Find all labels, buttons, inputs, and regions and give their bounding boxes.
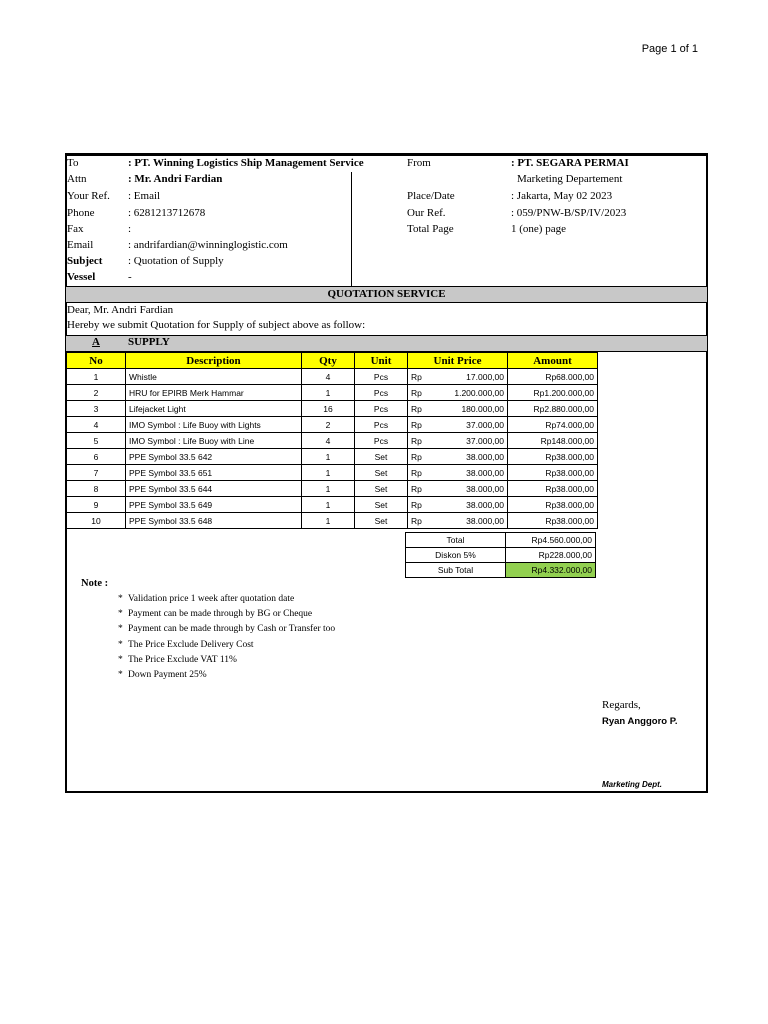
cell-amount: Rp1.200.000,00 bbox=[508, 385, 598, 401]
currency: Rp bbox=[411, 371, 422, 382]
header-right-value: : Jakarta, May 02 2023 bbox=[511, 190, 613, 202]
cell-amount: Rp38.000,00 bbox=[508, 513, 598, 529]
cell-unit-price bbox=[408, 481, 508, 497]
intro-text: Hereby we submit Quotation for Supply of subject above as follow: bbox=[67, 319, 366, 331]
cell-qty: 2 bbox=[302, 417, 355, 433]
cell-unit: Pcs bbox=[355, 433, 408, 449]
price-value: 37.000,00 bbox=[466, 435, 504, 446]
cell-unit-price bbox=[408, 401, 508, 417]
price-value: 1.200.000,00 bbox=[454, 387, 504, 398]
header-left-label: Your Ref. bbox=[67, 190, 110, 202]
header-left-label: Subject bbox=[67, 255, 103, 267]
cell-no: 1 bbox=[67, 369, 126, 385]
cell-no: 4 bbox=[67, 417, 126, 433]
supply-title: SUPPLY bbox=[128, 336, 170, 348]
cell-unit: Set bbox=[355, 465, 408, 481]
totals-row bbox=[406, 563, 596, 578]
table-row bbox=[67, 417, 598, 433]
table-row bbox=[67, 369, 598, 385]
page-indicator: Page 1 of 1 bbox=[641, 43, 698, 55]
note-bullet: * bbox=[118, 639, 123, 650]
cell-unit: Pcs bbox=[355, 417, 408, 433]
table-row bbox=[67, 497, 598, 513]
header-left-label: Phone bbox=[67, 207, 95, 219]
note-item: Validation price 1 week after quotation date bbox=[128, 594, 295, 604]
header-description: Description bbox=[126, 353, 302, 369]
cell-unit: Set bbox=[355, 481, 408, 497]
cell-no: 3 bbox=[67, 401, 126, 417]
cell-no: 10 bbox=[67, 513, 126, 529]
note-bullet: * bbox=[118, 594, 123, 604]
header-left-value: : PT. Winning Logistics Ship Management Service bbox=[128, 157, 364, 169]
header-left-value: : bbox=[128, 223, 132, 235]
currency: Rp bbox=[411, 387, 422, 398]
cell-unit: Pcs bbox=[355, 401, 408, 417]
cell-qty: 1 bbox=[302, 449, 355, 465]
cell-amount: Rp2.880.000,00 bbox=[508, 401, 598, 417]
header-left-label: Fax bbox=[67, 223, 84, 235]
currency: Rp bbox=[411, 451, 422, 462]
header-left-label: Vessel bbox=[67, 271, 96, 283]
note-item: Down Payment 25% bbox=[128, 670, 207, 680]
table-row bbox=[67, 401, 598, 417]
cell-description: Whistle bbox=[126, 369, 302, 385]
cell-description: IMO Symbol : Life Buoy with Lights bbox=[126, 417, 302, 433]
cell-description: PPE Symbol 33.5 644 bbox=[126, 481, 302, 497]
cell-amount: Rp38.000,00 bbox=[508, 497, 598, 513]
header-unit-price: Unit Price bbox=[408, 353, 508, 369]
cell-unit-price bbox=[408, 449, 508, 465]
header-amount: Amount bbox=[508, 353, 598, 369]
cell-unit-price bbox=[408, 369, 508, 385]
price-value: 37.000,00 bbox=[466, 419, 504, 430]
header-right-value: Marketing Departement bbox=[517, 173, 623, 185]
cell-amount: Rp38.000,00 bbox=[508, 481, 598, 497]
cell-unit-price bbox=[408, 417, 508, 433]
cell-qty: 4 bbox=[302, 433, 355, 449]
price-value: 180.000,00 bbox=[461, 403, 504, 414]
totals-label: Diskon 5% bbox=[406, 548, 506, 563]
table-header-row bbox=[67, 353, 598, 369]
header-left-label: To bbox=[67, 157, 79, 169]
signer-name: Ryan Anggoro P. bbox=[602, 716, 678, 727]
header-qty: Qty bbox=[302, 353, 355, 369]
price-value: 38.000,00 bbox=[466, 451, 504, 462]
cell-unit-price bbox=[408, 465, 508, 481]
cell-no: 5 bbox=[67, 433, 126, 449]
cell-unit: Set bbox=[355, 497, 408, 513]
totals-value: Rp4.332.000,00 bbox=[506, 563, 596, 578]
totals-row bbox=[406, 533, 596, 548]
regards-text: Regards, bbox=[602, 699, 641, 711]
header-left-value: : Email bbox=[128, 190, 161, 202]
cell-qty: 1 bbox=[302, 513, 355, 529]
cell-unit: Pcs bbox=[355, 369, 408, 385]
totals-table bbox=[405, 532, 596, 578]
header-left-value: : andrifardian@winninglogistic.com bbox=[128, 239, 288, 251]
cell-unit: Pcs bbox=[355, 385, 408, 401]
header-left-value: : 6281213712678 bbox=[128, 207, 206, 219]
cell-amount: Rp74.000,00 bbox=[508, 417, 598, 433]
cell-unit-price bbox=[408, 513, 508, 529]
table-row bbox=[67, 513, 598, 529]
note-bullet: * bbox=[118, 654, 123, 665]
cell-no: 6 bbox=[67, 449, 126, 465]
cell-unit: Set bbox=[355, 513, 408, 529]
price-value: 38.000,00 bbox=[466, 515, 504, 526]
header-left-value: : Mr. Andri Fardian bbox=[128, 173, 223, 185]
cell-description: IMO Symbol : Life Buoy with Line bbox=[126, 433, 302, 449]
cell-unit-price bbox=[408, 385, 508, 401]
note-title: Note : bbox=[81, 578, 109, 589]
note-item: Payment can be made through by BG or Cheque bbox=[128, 609, 313, 620]
header-no: No bbox=[67, 353, 126, 369]
header-left-label: Attn bbox=[67, 173, 87, 185]
header-right-label: Our Ref. bbox=[407, 207, 446, 219]
cell-qty: 16 bbox=[302, 401, 355, 417]
cell-unit-price bbox=[408, 497, 508, 513]
price-value: 38.000,00 bbox=[466, 467, 504, 478]
note-item: The Price Exclude VAT 11% bbox=[128, 654, 237, 665]
cell-no: 8 bbox=[67, 481, 126, 497]
greeting: Dear, Mr. Andri Fardian bbox=[67, 304, 174, 316]
cell-amount: Rp38.000,00 bbox=[508, 449, 598, 465]
header-unit: Unit bbox=[355, 353, 408, 369]
header-divider bbox=[351, 172, 352, 286]
cell-no: 2 bbox=[67, 385, 126, 401]
note-item: The Price Exclude Delivery Cost bbox=[128, 639, 254, 650]
currency: Rp bbox=[411, 499, 422, 510]
table-row bbox=[67, 433, 598, 449]
note-bullet: * bbox=[118, 624, 123, 635]
header-right-value: : PT. SEGARA PERMAI bbox=[511, 157, 629, 169]
cell-description: PPE Symbol 33.5 648 bbox=[126, 513, 302, 529]
cell-description: Lifejacket Light bbox=[126, 401, 302, 417]
table-row bbox=[67, 449, 598, 465]
cell-no: 7 bbox=[67, 465, 126, 481]
table-row bbox=[67, 481, 598, 497]
cell-description: PPE Symbol 33.5 651 bbox=[126, 465, 302, 481]
header-right-label: Total Page bbox=[407, 223, 454, 235]
currency: Rp bbox=[411, 435, 422, 446]
cell-qty: 1 bbox=[302, 497, 355, 513]
currency: Rp bbox=[411, 515, 422, 526]
cell-no: 9 bbox=[67, 497, 126, 513]
table-row bbox=[67, 385, 598, 401]
currency: Rp bbox=[411, 403, 422, 414]
table-row bbox=[67, 465, 598, 481]
price-value: 17.000,00 bbox=[466, 371, 504, 382]
totals-label: Sub Total bbox=[406, 563, 506, 578]
items-body bbox=[67, 369, 598, 529]
cell-amount: Rp38.000,00 bbox=[508, 465, 598, 481]
totals-row bbox=[406, 548, 596, 563]
note-bullet: * bbox=[118, 609, 123, 620]
totals-label: Total bbox=[406, 533, 506, 548]
currency: Rp bbox=[411, 483, 422, 494]
currency: Rp bbox=[411, 467, 422, 478]
cell-description: PPE Symbol 33.5 642 bbox=[126, 449, 302, 465]
items-table bbox=[66, 352, 598, 529]
section-title: QUOTATION SERVICE bbox=[66, 286, 707, 303]
note-bullet: * bbox=[118, 670, 123, 680]
price-value: 38.000,00 bbox=[466, 499, 504, 510]
cell-qty: 1 bbox=[302, 385, 355, 401]
cell-unit-price bbox=[408, 433, 508, 449]
totals-value: Rp4.560.000,00 bbox=[506, 533, 596, 548]
header-right-value: 1 (one) page bbox=[511, 223, 566, 235]
header-left-value: - bbox=[128, 271, 132, 283]
header-left-label: Email bbox=[67, 239, 94, 251]
currency: Rp bbox=[411, 419, 422, 430]
cell-qty: 1 bbox=[302, 481, 355, 497]
cell-unit: Set bbox=[355, 449, 408, 465]
header-right-value: : 059/PNW-B/SP/IV/2023 bbox=[511, 207, 627, 219]
header-right-label: Place/Date bbox=[407, 190, 455, 202]
cell-amount: Rp68.000,00 bbox=[508, 369, 598, 385]
cell-description: PPE Symbol 33.5 649 bbox=[126, 497, 302, 513]
header-right-label: From bbox=[407, 157, 431, 169]
cell-amount: Rp148.000,00 bbox=[508, 433, 598, 449]
header-left-value: : Quotation of Supply bbox=[128, 255, 224, 267]
signer-dept: Marketing Dept. bbox=[602, 780, 663, 789]
cell-qty: 1 bbox=[302, 465, 355, 481]
note-item: Payment can be made through by Cash or Transfer too bbox=[128, 624, 336, 635]
totals-value: Rp228.000,00 bbox=[506, 548, 596, 563]
supply-letter: A bbox=[92, 336, 100, 348]
cell-description: HRU for EPIRB Merk Hammar bbox=[126, 385, 302, 401]
cell-qty: 4 bbox=[302, 369, 355, 385]
price-value: 38.000,00 bbox=[466, 483, 504, 494]
